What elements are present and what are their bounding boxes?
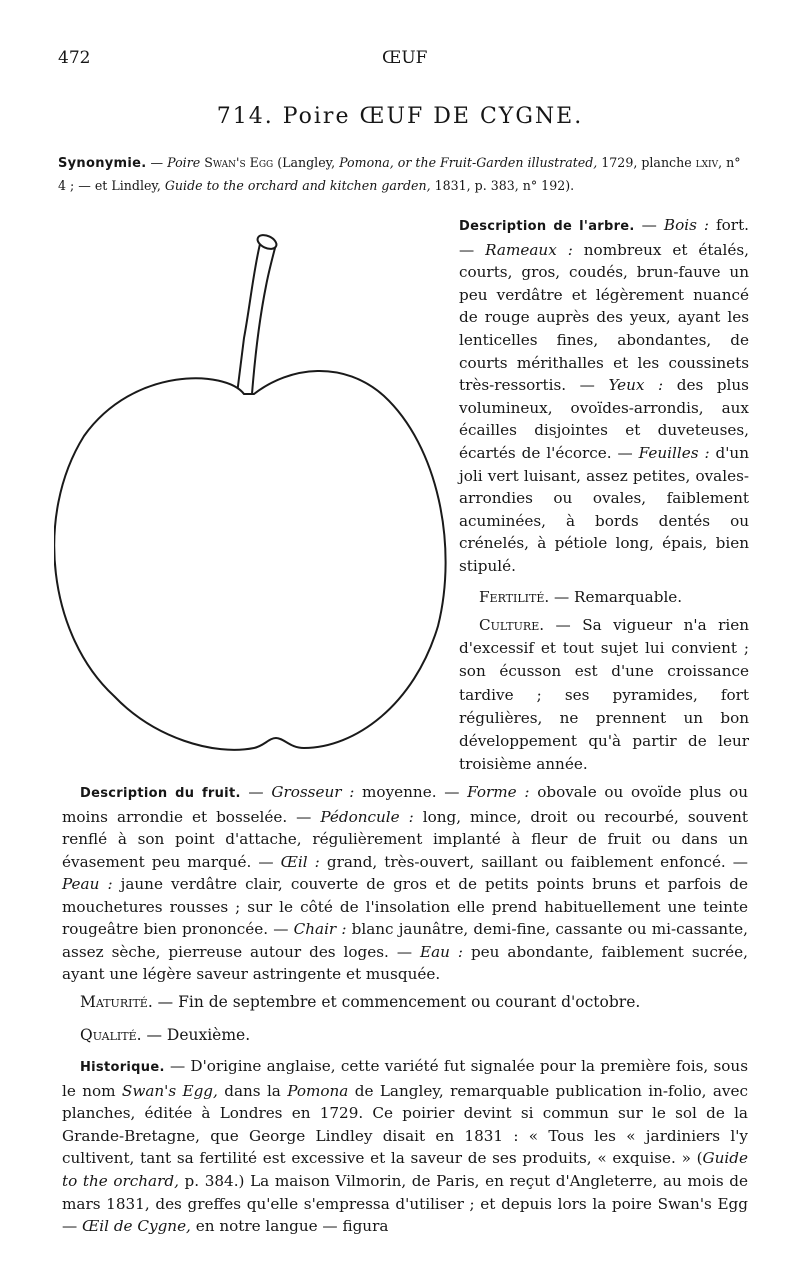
qualite-label: Qualité. [80,1026,142,1044]
fertilite-text: — Remarquable. [549,588,683,606]
feuilles-text: d'un joli vert luisant, assez petites, ovales-arrondies ou ovales, faiblement acuminées, à bords dentés ou crénelés, à pétiole long, épais, bien stipulé. [459,443,749,575]
peau-text: jaune verdâtre clair, couverte de gros et de petits points bruns et parfois de mouchetures rousses ; sur le côté de l'insolation elle prend habituellement une teinte rougeâtre bien prononcée. — [62,875,748,938]
fruit-dash: — [240,783,272,801]
fruit-label: Description du fruit. [80,786,241,801]
yeux-label: Yeux : [608,376,664,395]
oeil-text: grand, très-ouvert, saillant ou faiblement enfoncé. — [319,852,748,871]
rameaux-label: Rameaux : [485,240,573,259]
yeux-text: des plus volumineux, ovoïdes-arrondis, aux écailles disjointes et duveteuses, écartés de l'écorce. — [459,376,749,462]
historique-text1: — D'origine anglaise, cette variété fut signalée pour la première fois, sous le nom [62,1057,748,1100]
historique-name1: Swan's Egg, [121,1081,218,1100]
historique-text5: en notre langue — figura [190,1217,389,1236]
fertilite-label: Fertilité. [479,588,550,606]
forme-text: obovale ou ovoïde plus ou moins arrondie et bosselée. — [62,783,748,826]
pear-illustration [54,226,450,760]
synonymie-sc1: Swan's Egg [204,155,274,170]
pear-outline [54,371,445,750]
arbre-dash: — [634,216,664,234]
page-number: 472 [58,48,91,68]
historique-name3: Guide to the orchard, [62,1149,748,1190]
historique-paragraph [62,1055,748,1238]
culture-text: — Sa vigueur n'a rien d'excessif et tout sujet lui convient ; son écusson est d'une croissance tardive ; ses pyramides, fort régulières, ne prennent un bon développement qu'à partir de leur troisième année. [459,616,749,774]
qualite-text: — Deuxième. [141,1026,251,1044]
oeil-label: Œil : [280,852,320,871]
bois-label: Bois : [663,216,710,234]
bois-text: fort. — [459,216,749,259]
chair-text: blanc jaunâtre, demi-fine, cassante ou mi-cassante, assez sèche, pierreuse autour des loges. — [62,920,748,961]
pear-stem [237,240,276,394]
feuilles-label: Feuilles : [638,443,710,462]
synonymie-text2: 1729, planche [597,155,696,170]
description-fruit [62,781,748,986]
synonymie-paragraph [58,152,748,197]
historique-name4: Œil de Cygne, [82,1217,191,1236]
forme-label: Forme : [467,783,530,801]
historique-name2: Pomona [287,1081,349,1100]
fertilite-paragraph [459,586,749,608]
culture-label: Culture. [479,616,545,634]
maturite-paragraph [80,993,748,1011]
synonymie-label: Synonymie. [58,156,147,171]
maturite-text: — Fin de septembre et commencement ou courant d'octobre. [152,993,641,1011]
peau-label: Peau : [62,875,113,893]
running-head: ŒUF [382,48,428,68]
synonymie-name: Poire [167,155,201,170]
culture-paragraph [459,614,749,776]
synonymie-work1: Pomona, or the Fruit-Garden illustrated, [339,155,598,170]
synonymie-text1: (Langley, [273,155,340,170]
grosseur-label: Grosseur : [271,783,355,801]
eau-label: Eau : [419,942,463,961]
pedoncule-text: long, mince, droit ou recourbé, souvent renflé à son point d'attache, régulièrement implanté à fleur de fruit ou dans un évasement peu marqué. — [62,807,748,871]
historique-text2: dans la [217,1081,288,1100]
pedoncule-label: Pédoncule : [320,807,414,826]
page-title: 714. Poire ŒUF DE CYGNE. [216,104,584,129]
synonymie-text3: , n° 4 ; — et Lindley, [58,155,741,193]
description-arbre [459,214,749,578]
historique-text3: de Langley, remarquable publication in-folio, avec planches, éditée à Londres en 1729. Ce poirier devint si commun sur le sol de la Grande-Bretagne, que George Lindley disait en 1831 : « Tous les « jardiniers l'y cultivent, tant sa fertilité est excessive et la saveur de ses produits, « exquise. » ( [62,1081,748,1168]
historique-text4: p. 384.) La maison Vilmorin, de Paris, en reçut d'Angleterre, au mois de mars 1831, des greffes qu'elle s'empressa d'utiliser ; et depuis lors la poire Swan's Egg — [62,1171,748,1236]
synonymie-text4: 1831, p. 383, n° 192). [430,178,575,193]
chair-label: Chair : [293,920,347,938]
grosseur-text: moyenne. — [354,783,468,801]
rameaux-text: nombreux et étalés, courts, gros, coudés, brun-fauve un peu verdâtre et légèrement nuancé de rouge auprès des yeux, ayant les lenticelles fines, abondantes, de courts mérithalles et les coussinets très-ressortis. — [459,240,749,395]
eau-text: peu abondante, faiblement sucrée, ayant une légère saveur astringente et musquée. [62,942,748,983]
synonymie-work2: Guide to the orchard and kitchen garden, [164,178,431,193]
maturite-label: Maturité. [80,993,153,1011]
synonymie-sc2: lxiv [695,155,719,170]
synonymie-dash: — [146,155,168,170]
arbre-label: Description de l'arbre. [459,219,635,234]
qualite-paragraph [80,1026,748,1044]
historique-label: Historique. [80,1060,165,1075]
